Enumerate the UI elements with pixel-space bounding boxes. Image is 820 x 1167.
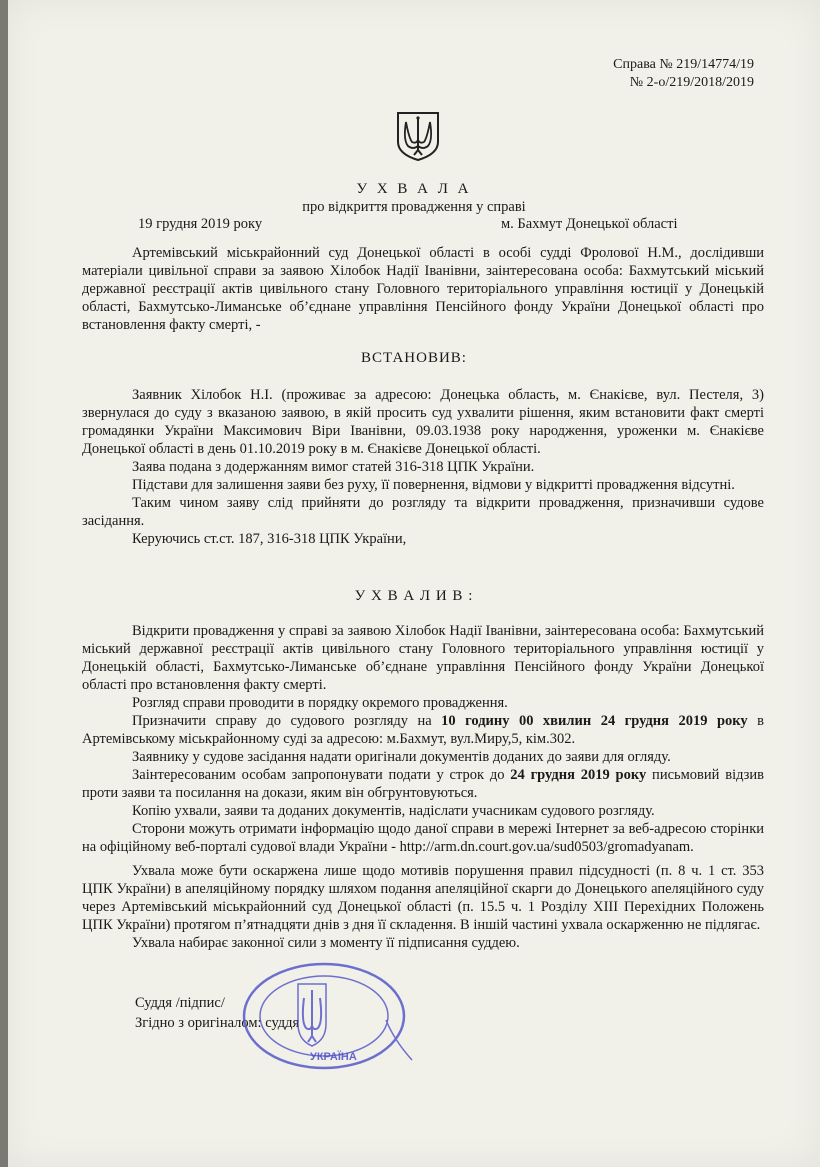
decided-paragraph: Копію ухвали, заяви та доданих документів, надіслати учасникам судового розгляду. [132,803,655,819]
established-section [82,386,764,548]
decided-section [82,622,764,952]
case-numbers [613,56,754,92]
decided-paragraph: Призначити справу до судового розгляду на 10 годину 00 хвилин 24 грудня 2019 року в Артемівському міськрайонному суді за адресою: м.Бахмут, вул.Миру,5, кім.302. [82,713,764,747]
intro-paragraph [82,244,764,334]
deadline-date: 24 грудня 2019 року [510,767,647,783]
established-paragraph: Таким чином заяву слід прийняти до розгляду та відкрити провадження, призначивши судове засідання. [82,495,764,529]
established-paragraph: Заявник Хілобок Н.І. (проживає за адресою: Донецька область, м. Єнакієве, вул. Пестеля, 3) звернулася до суду з вказаною заявою, в якій просить суд ухвалити рішення, яким встановити факт смерті громадянки України Максимович Віри Іванівни, 09.03.1938 року народження, уроженки м. Єнакієве Донецької області в день 01.10.2019 року в м. Єнакієве Донецької області. [82,387,764,457]
signature-line: Суддя /підпис/ [135,995,225,1011]
proceeding-number: № 2-о/219/2018/2019 [629,75,754,90]
heading-established: ВСТАНОВИВ: [361,350,467,366]
document-city: м. Бахмут Донецької області [501,216,678,232]
document-title: У Х В А Л А [356,181,472,197]
document-date: 19 грудня 2019 року [138,216,263,232]
decided-paragraph: Сторони можуть отримати інформацію щодо даної справи в мережі Інтернет за веб-адресою сторінки на офіційному веб-порталі судової влади України - http://arm.dn.court.gov.ua/sud0503/gromadyanam. [82,821,764,855]
signature-line: Згідно з оригіналом: суддя [135,1015,300,1031]
established-paragraph: Підстави для залишення заяви без руху, її повернення, відмови у відкритті провадження відсутні. [132,477,735,493]
decided-paragraph: Ухвала набирає законної сили з моменту її підписання суддею. [132,935,520,951]
established-paragraph: Керуючись ст.ст. 187, 316-318 ЦПК України, [132,531,407,547]
document-subtitle: про відкриття провадження у справі [302,199,526,215]
case-number: Справа № 219/14774/19 [613,57,754,72]
decided-paragraph: Відкрити провадження у справі за заявою Хілобок Надії Іванівни, заінтересована особа: Бахмутський міський державної реєстрації актів цивільного стану Головного територіального управління юстиції у Донецькій області, Бахмутсько-Лиманське об’єднане управління Пенсійного фонду України Донецької області про встановлення факту смерті. [82,623,764,693]
trident-emblem-icon [394,110,442,162]
established-paragraph: Заява подана з додержанням вимог статей 316-318 ЦПК України. [132,459,535,475]
stamp-text: УКРАЇНА [310,1051,357,1063]
court-stamp-icon [236,960,426,1075]
intro-text: Артемівський міськрайонний суд Донецької області в особі судді Фролової Н.М., дослідивши матеріали цивільної справи за заявою Хілобок Надії Іванівни, заінтересована особа: Бахмутський міський державної реєстрації актів цивільного стану Головного територіального управління юстиції у Донецькій області, Бахмутсько-Лиманське об’єднане управління Пенсійного фонду України Донецької області про встановлення факту смерті, - [82,245,764,333]
decided-paragraph: Заявнику у судове засідання надати оригінали документів доданих до заяви для огляду. [132,749,671,765]
decided-paragraph: Ухвала може бути оскаржена лише щодо мотивів порушення правил підсудності (п. 8 ч. 1 ст. 353 ЦПК України) в апеляційному порядку шляхом подання апеляційної скарги до Донецького апеляційного суду через Артемівський міськрайонний суд Донецької області (п. 15.5 ч. 1 Розділу XIII Перехідних Положень ЦПК України) протягом п’ятнадцяти днів з дня її складення. В іншій частині ухвала оскарженню не підлягає. [82,863,764,933]
decided-paragraph: Заінтересованим особам запропонувати подати у строк до 24 грудня 2019 року письмовий відзив проти заяви та посилання на докази, яким він обгрунтовуються. [82,767,764,801]
document-page [8,0,820,1167]
heading-decided: У Х В А Л И В : [354,588,474,604]
hearing-time: 10 годину 00 хвилин 24 грудня 2019 року [441,713,748,729]
decided-paragraph: Розгляд справи проводити в порядку окремого провадження. [132,695,508,711]
